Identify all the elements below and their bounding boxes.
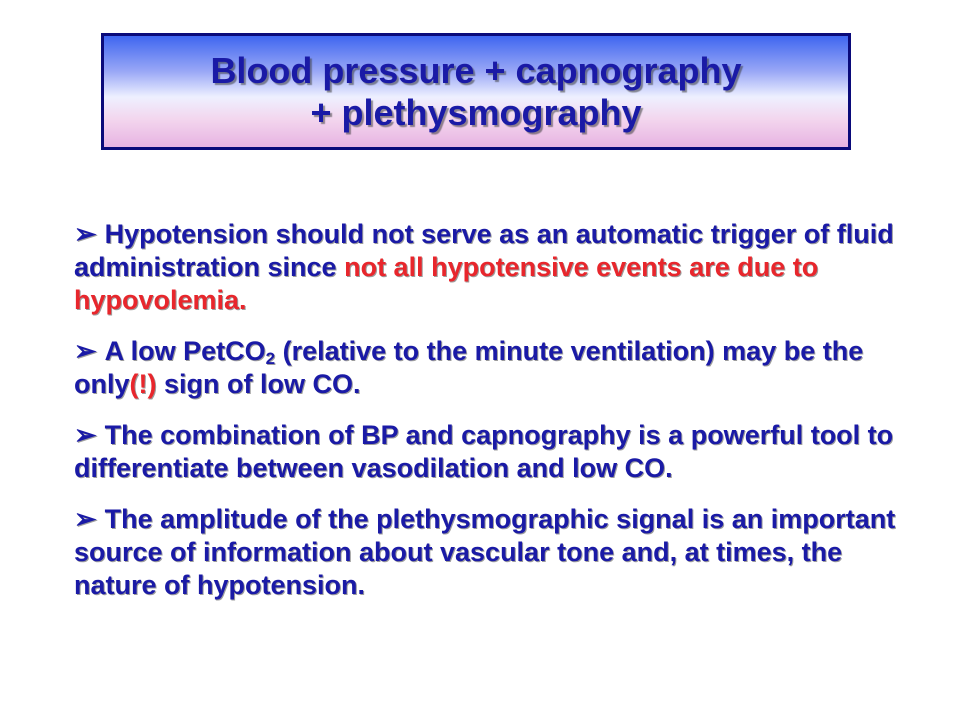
slide-title-line-2: + plethysmography xyxy=(310,91,642,133)
bullet-text: Hypotension should not serve as an automatic trigger of fluid administration since xyxy=(74,219,894,282)
bullet-item-plethysmography xyxy=(74,503,904,602)
arrow-bullet-icon: ➢ xyxy=(74,504,97,534)
bullet-item-hypotension xyxy=(74,218,904,317)
bullet-list xyxy=(74,218,904,620)
bullet-item-bp-capnography xyxy=(74,419,904,485)
slide-title-line-1: Blood pressure + capnography xyxy=(210,49,742,91)
bullet-highlight-text: (!) xyxy=(129,369,157,399)
bullet-text: The combination of BP and capnography is a powerful tool to differentiate between vasodilation and low CO. xyxy=(74,420,894,483)
bullet-text: The amplitude of the plethysmographic signal is an important source of information about vascular tone and, at times, the nature of hypotension. xyxy=(74,504,896,600)
arrow-bullet-icon: ➢ xyxy=(74,336,97,366)
bullet-text: A low PetCO xyxy=(104,336,266,366)
title-box xyxy=(101,33,851,150)
bullet-text-end: sign of low CO. xyxy=(156,369,361,399)
arrow-bullet-icon: ➢ xyxy=(74,219,97,249)
bullet-text-continued: (relative to the minute ventilation) may be the only xyxy=(74,336,864,399)
bullet-item-petco2 xyxy=(74,335,904,401)
bullet-highlight-text: not all hypotensive events are due to hypovolemia. xyxy=(74,252,819,315)
arrow-bullet-icon: ➢ xyxy=(74,420,97,450)
subscript-text: 2 xyxy=(265,349,276,368)
